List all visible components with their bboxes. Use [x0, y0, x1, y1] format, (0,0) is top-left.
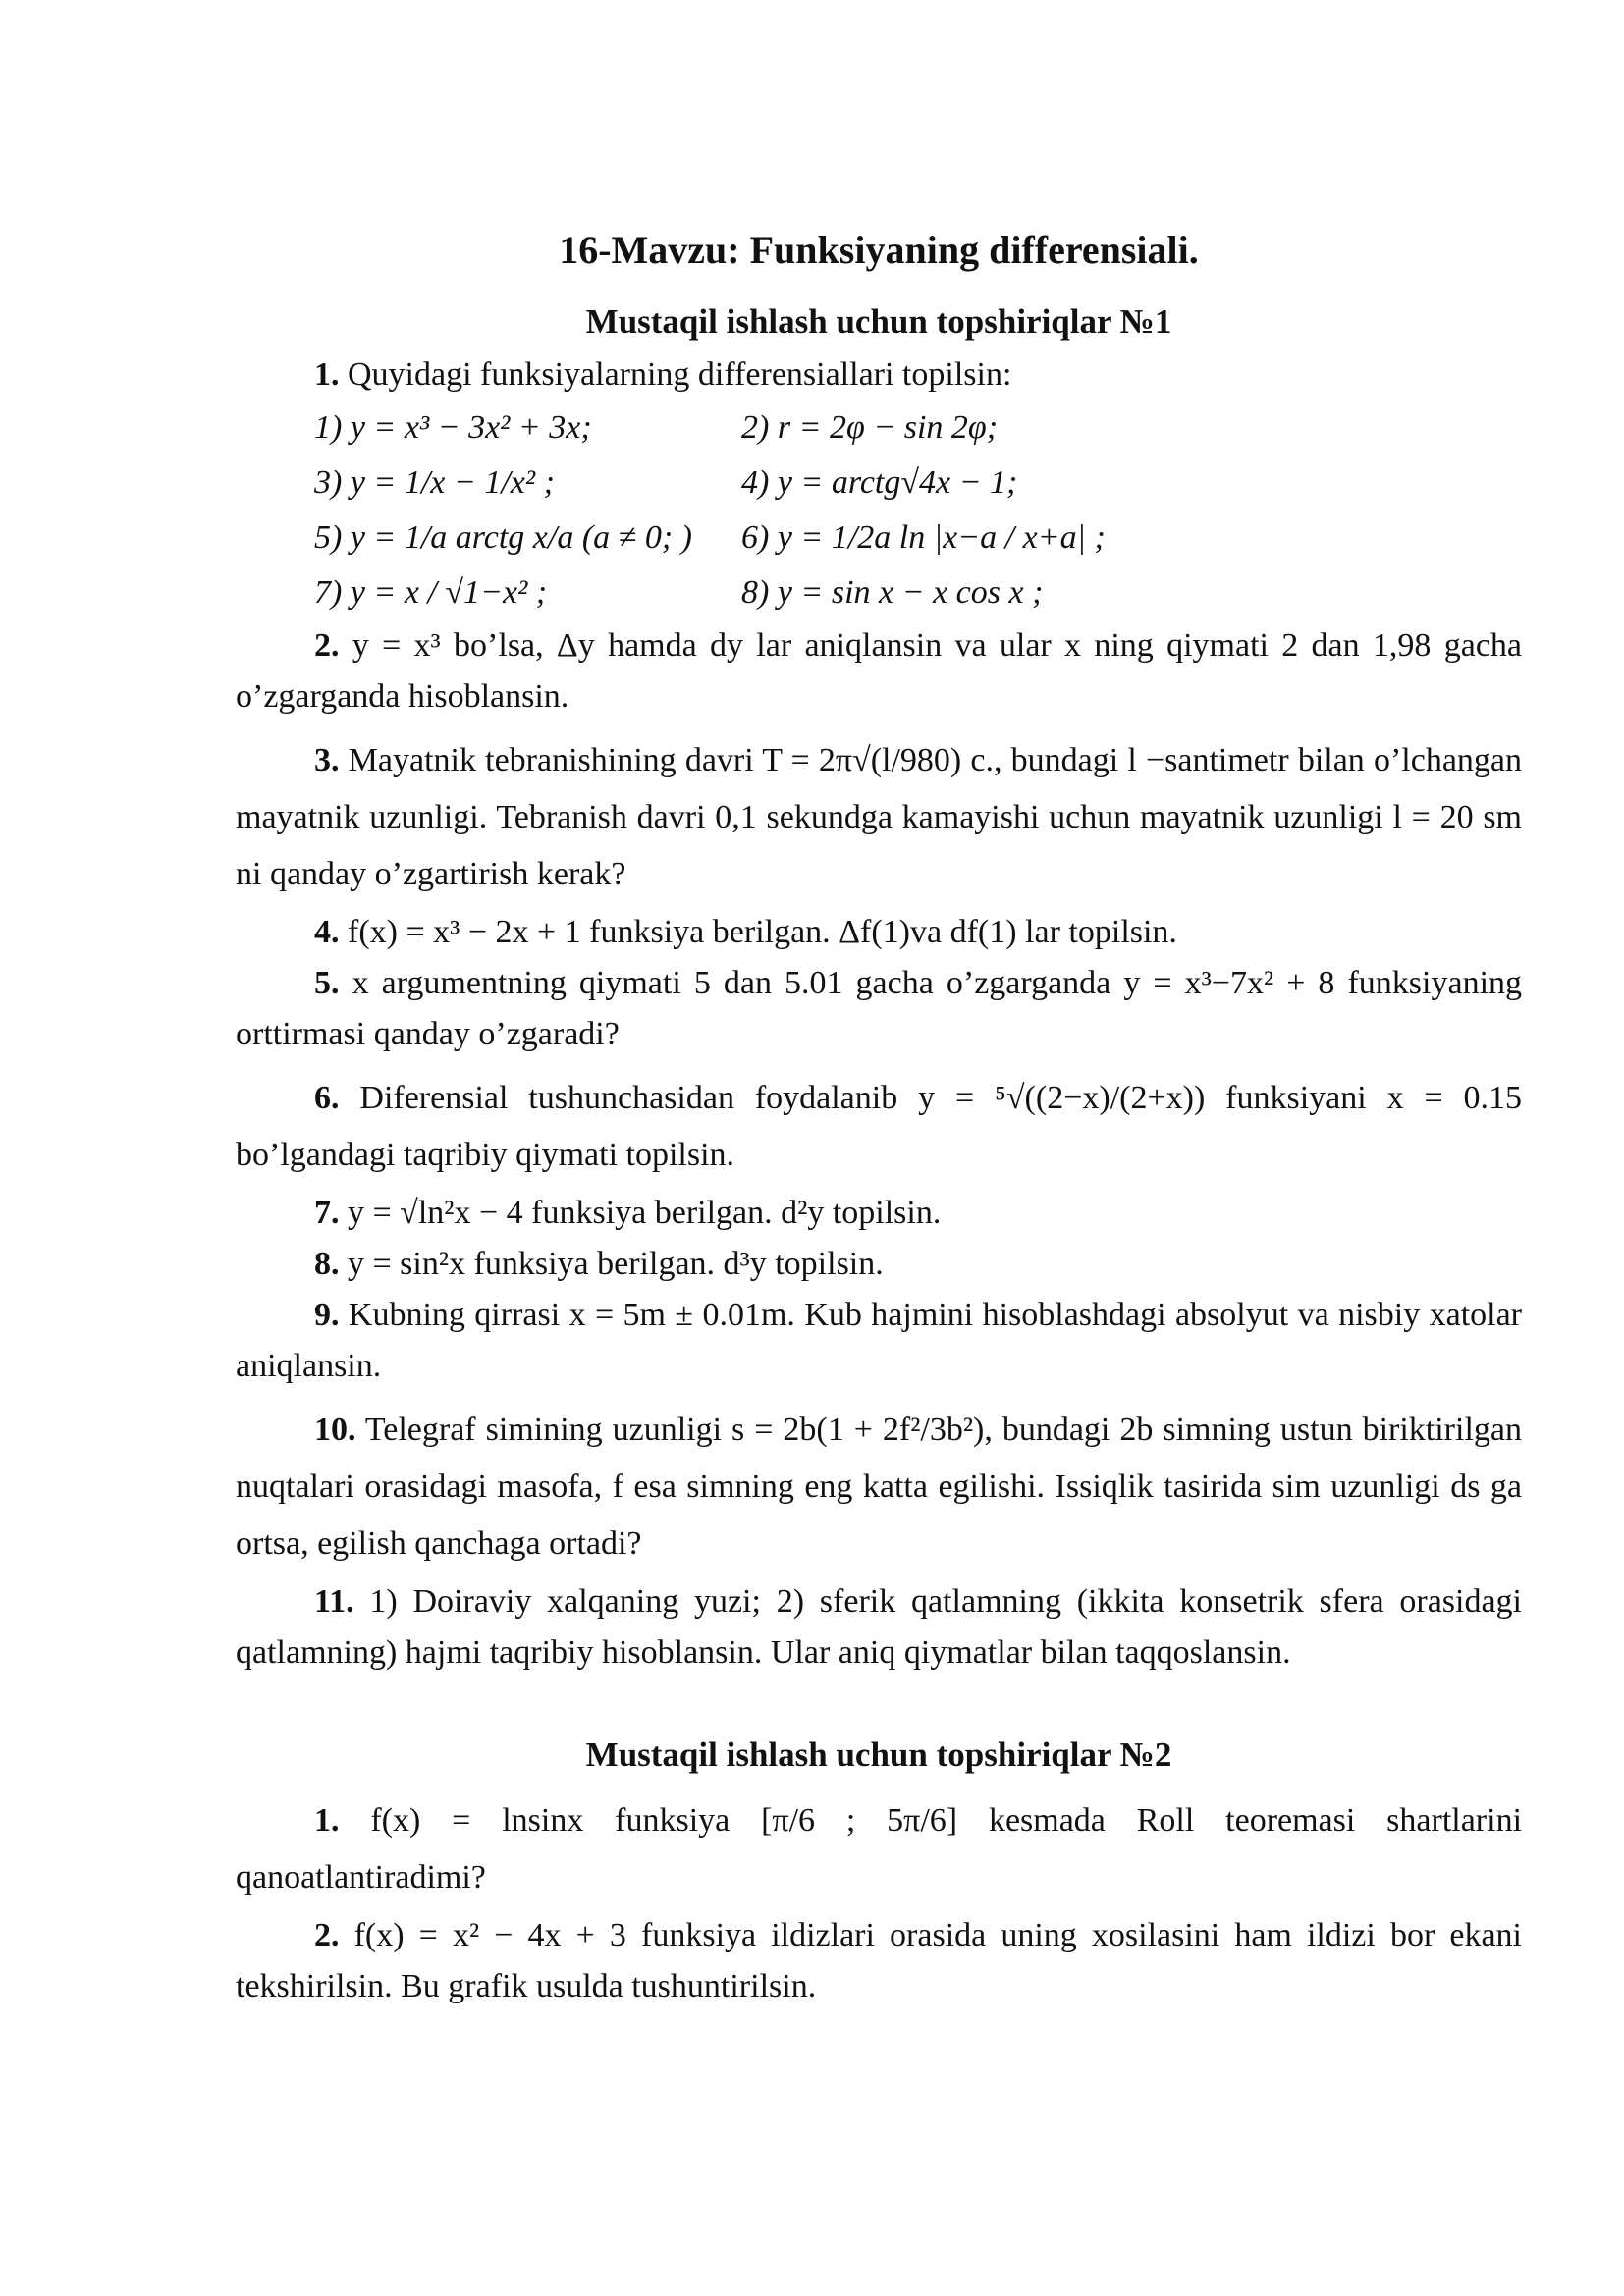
formula-item: 2) r = 2φ − sin 2φ;: [741, 409, 999, 446]
task-2: [236, 620, 1522, 722]
task-number: 6.: [314, 1080, 340, 1116]
task-number: 7.: [314, 1195, 340, 1231]
task-number: 1.: [314, 356, 340, 393]
formula-item: 3) y = 1/x − 1/x² ;: [314, 464, 555, 501]
task-number: 11.: [314, 1583, 354, 1620]
task-3: [236, 732, 1522, 903]
task-text: Diferensial tushunchasidan foydalanib y = ⁵√((2−x)/(2+x)) funksiyani x = 0.15 bo’lgandagi taqribiy qiymati topilsin.: [236, 1080, 1523, 1173]
task-text: f(x) = x³ − 2x + 1 funksiya berilgan. Δf(1)va df(1) lar topilsin.: [348, 914, 1177, 950]
task-text: f(x) = x² − 4x + 3 funksiya ildizlari orasida uning xosilasini ham ildizi bor ekani tekshirilsin. Bu grafik usulda tushuntirilsin.: [236, 1917, 1523, 2004]
formula-item: 8) y = sin x − x cos x ;: [741, 574, 1044, 611]
task-text: Mayatnik tebranishining davri T = 2π√(l/980) c., bundagi l −santimetr bilan o’lchangan mayatnik uzunligi. Tebranish davri 0,1 sekundga kamayishi uchun mayatnik uzunligi l = 20 sm ni qanday o’zgartirish kerak?: [236, 742, 1523, 892]
task-10: [236, 1402, 1522, 1573]
task-number: 2.: [314, 1917, 340, 1953]
task-1: [236, 349, 1522, 400]
task-number: 3.: [314, 742, 340, 778]
task-text: 1) Doiraviy xalqaning yuzi; 2) sferik qatlamning (ikkita konsetrik sfera orasidagi qatlamning) hajmi taqribiy hisoblansin. Ular aniq qiymatlar bilan taqqoslansin.: [236, 1583, 1523, 1671]
page-title: 16-Mavzu: Funksiyaning differensiali.: [559, 228, 1199, 272]
task-number: 9.: [314, 1297, 340, 1333]
task-text: Telegraf simining uzunligi s = 2b(1 + 2f²/3b²), bundagi 2b simning ustun biriktirilgan nuqtalari orasidagi masofa, f esa simning eng katta egilishi. Issiqlik tasirida sim uzunligi ds ga ortsa, egilish qanchaga ortadi?: [236, 1412, 1522, 1562]
formula-row: [236, 510, 1522, 565]
formula-item: 1) y = x³ − 3x² + 3x;: [314, 409, 592, 446]
task-9: [236, 1290, 1522, 1392]
document-page: [236, 216, 1522, 2012]
formula-row: [236, 565, 1522, 620]
formula-item: 5) y = 1/a arctg x/a (a ≠ 0; ): [314, 519, 692, 556]
task-text: y = x³ bo’lsa, Δy hamda dy lar aniqlansin va ular x ning qiymati 2 dan 1,98 gacha o’zgarganda hisoblansin.: [236, 627, 1522, 715]
section2-task-2: [236, 1910, 1522, 2012]
task-4: [236, 907, 1522, 958]
formula-item: 4) y = arctg√4x − 1;: [741, 464, 1018, 501]
task-7: [236, 1188, 1522, 1239]
section-heading-2: Mustaqil ishlash uchun topshiriqlar №2: [585, 1735, 1172, 1774]
task-text: Quyidagi funksiyalarning differensiallari topilsin:: [348, 356, 1012, 393]
task-number: 8.: [314, 1246, 340, 1282]
formula-item: 7) y = x / √1−x² ;: [314, 574, 548, 611]
task-number: 1.: [314, 1802, 340, 1839]
task-number: 2.: [314, 627, 340, 664]
task-text: f(x) = lnsinx funksiya [π/6 ; 5π/6] kesmada Roll teoremasi shartlarini qanoatlantiradimi?: [236, 1802, 1523, 1896]
task-8: [236, 1239, 1522, 1290]
section-heading-1: Mustaqil ishlash uchun topshiriqlar №1: [585, 302, 1172, 341]
task-5: [236, 958, 1522, 1060]
task-6: [236, 1070, 1522, 1184]
section2-task-1: [236, 1792, 1522, 1906]
task-number: 5.: [314, 965, 340, 1001]
task-text: y = √ln²x − 4 funksiya berilgan. d²y topilsin.: [348, 1195, 942, 1231]
task-11: [236, 1576, 1522, 1679]
formula-item: 6) y = 1/2a ln |x−a / x+a| ;: [741, 519, 1106, 556]
task-number: 4.: [314, 914, 340, 950]
formula-row: [236, 400, 1522, 455]
task-text: y = sin²x funksiya berilgan. d³y topilsin.: [348, 1246, 884, 1282]
task-text: x argumentning qiymati 5 dan 5.01 gacha o’zgarganda y = x³−7x² + 8 funksiyaning orttirmasi qanday o’zgaradi?: [236, 965, 1523, 1052]
formula-row: [236, 455, 1522, 510]
task-number: 10.: [314, 1412, 356, 1448]
task-text: Kubning qirrasi x = 5m ± 0.01m. Kub hajmini hisoblashdagi absolyut va nisbiy xatolar aniqlansin.: [236, 1297, 1522, 1384]
